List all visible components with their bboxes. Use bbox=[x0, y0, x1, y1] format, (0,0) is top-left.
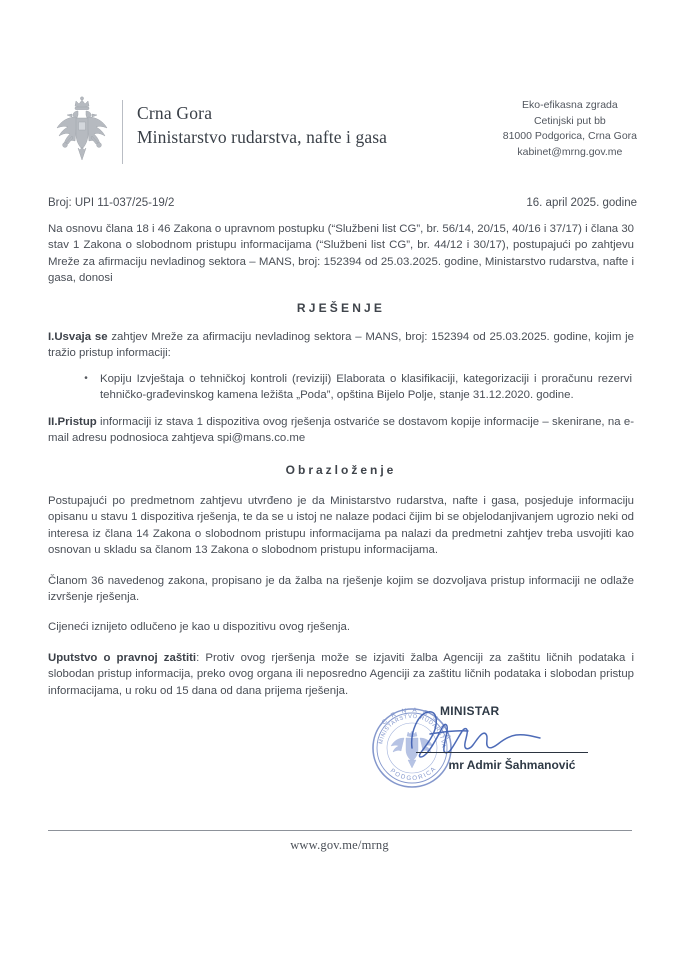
document-body bbox=[48, 221, 634, 699]
dispositive-item-2-prefix: II.Pristup bbox=[48, 415, 97, 428]
address-line-2: Cetinjski put bb bbox=[533, 114, 606, 127]
explanation-paragraph-3: Cijeneći iznijeto odlučeno je kao u dispozitivu ovog rješenja. bbox=[48, 621, 351, 634]
dispositive-item-2-text: informaciji iz stava 1 dispozitiva ovog rješenja ostvariće se dostavom kopije informacije – skenirane, na e-mail adresu podnosioca zahtjeva spi@mans.co.me bbox=[48, 415, 634, 445]
intro-paragraph: Na osnovu člana 18 i 46 Zakona o upravnom postupku (“Službeni list CG”, br. 56/14, 20/15, 40/16 i 37/17) i člana 30 stav 1 Zakona o slobodnom pristupu informacijama (“Službeni list CG”, br. 44/12 i 30/17), postupajući po zahtjevu Mreže za afirmaciju nevladinog sektora – MANS, broj: 152394 od 25.03.2025. godine, Ministarstvo rudarstva, nafte i gasa, donosi bbox=[48, 223, 634, 285]
header-titles bbox=[137, 96, 387, 170]
ministry-name: Ministarstvo rudarstva, nafte i gasa bbox=[137, 127, 387, 147]
heading-rjesenje: RJEŠENJE bbox=[296, 300, 386, 315]
explanation-paragraph-1: Postupajući po predmetnom zahtjevu utvrđeno je da Ministarstvo rudarstva, nafte i gasa, posjeduje informaciju opisanu u stavu 1 dispozitiva rješenja, te da se u istoj ne nalaze podaci čijim bi se objelodanjivanjem ugrozio neki od interesa iz člana 14 Zakona o slobodnom pristupu informacijama pa nalazi da predmetni zahtjev treba usvojiti kao osnovan u skladu sa članom 13 Zakona o slobodnom pristupu informacijama. bbox=[48, 494, 634, 557]
legal-remedy-text: : Protiv ovog rjeršenja može se izjaviti žalba Agenciji za zaštitu ličnih podataka i slobodan pristup informacija, preko ovog organa ili neposredno Agenciji za zaštitu ličnih podataka i slobodan pristup informacijama, u roku od 15 dana od dana prijema rješenja. bbox=[48, 651, 634, 697]
svg-text:MINISTARSTVO RUDARSTVA: MINISTARSTVO RUDARSTVA bbox=[378, 713, 447, 749]
reference-number: Broj: UPI 11-037/25-19/2 bbox=[48, 197, 175, 209]
address-email: kabinet@mrng.gov.me bbox=[517, 145, 623, 158]
requested-information-text: Kopiju Izvještaja o tehničkoj kontroli (reviziji) Elaborata o klasifikaciji, kategorizaciji i proračunu rezervi tehničko-građevinskog kamena ležišta „Poda”, opština Bijelo Polje, stanje 31.12.2020. godine. bbox=[100, 372, 632, 402]
dispositive-item-1-text: zahtjev Mreže za afirmaciju nevladinog sektora – MANS, broj: 152394 od 25.03.2025. godine, kojim je tražio pristup informaciji: bbox=[48, 331, 634, 360]
address-line-3: 81000 Podgorica, Crna Gora bbox=[502, 130, 637, 142]
handwritten-signature bbox=[400, 702, 620, 764]
reference-line bbox=[48, 197, 637, 209]
dispositive-item-1 bbox=[48, 329, 634, 362]
document-date: 16. april 2025. godine bbox=[526, 197, 637, 209]
minister-name: mr Admir Šahmanović bbox=[448, 758, 576, 772]
legal-remedy-prefix: Uputstvo o pravnoj zaštiti bbox=[48, 651, 197, 664]
coat-of-arms-icon bbox=[52, 96, 112, 170]
footer-url: www.gov.me/mrng bbox=[290, 838, 389, 852]
requested-information-item bbox=[48, 371, 634, 404]
footer-divider bbox=[48, 830, 632, 831]
document-header bbox=[0, 96, 679, 170]
header-divider bbox=[122, 100, 123, 164]
signature-rule bbox=[416, 752, 588, 753]
svg-text:C R N A G O R A: C R N A G O R A bbox=[380, 706, 453, 742]
country-name: Crna Gora bbox=[137, 103, 213, 123]
signature-block bbox=[352, 690, 632, 800]
header-identity bbox=[52, 96, 387, 170]
heading-obrazlozenje: Obrazloženje bbox=[285, 463, 397, 478]
address-line-1: Eko-efikasna zgrada bbox=[522, 99, 618, 111]
dispositive-item-1-prefix: I.Usvaja se bbox=[48, 331, 108, 344]
bullet-icon: • bbox=[84, 372, 88, 384]
dispositive-item-2 bbox=[48, 414, 634, 447]
svg-text:PODGORICA: PODGORICA bbox=[388, 764, 439, 783]
signature-title: MINISTAR bbox=[440, 704, 500, 718]
explanation-paragraph-2: Članom 36 navedenog zakona, propisano je da žalba na rješenje kojim se dozvoljava pristup informaciji ne odlaže izvršenje rješenja. bbox=[48, 574, 634, 603]
header-address bbox=[503, 96, 637, 160]
